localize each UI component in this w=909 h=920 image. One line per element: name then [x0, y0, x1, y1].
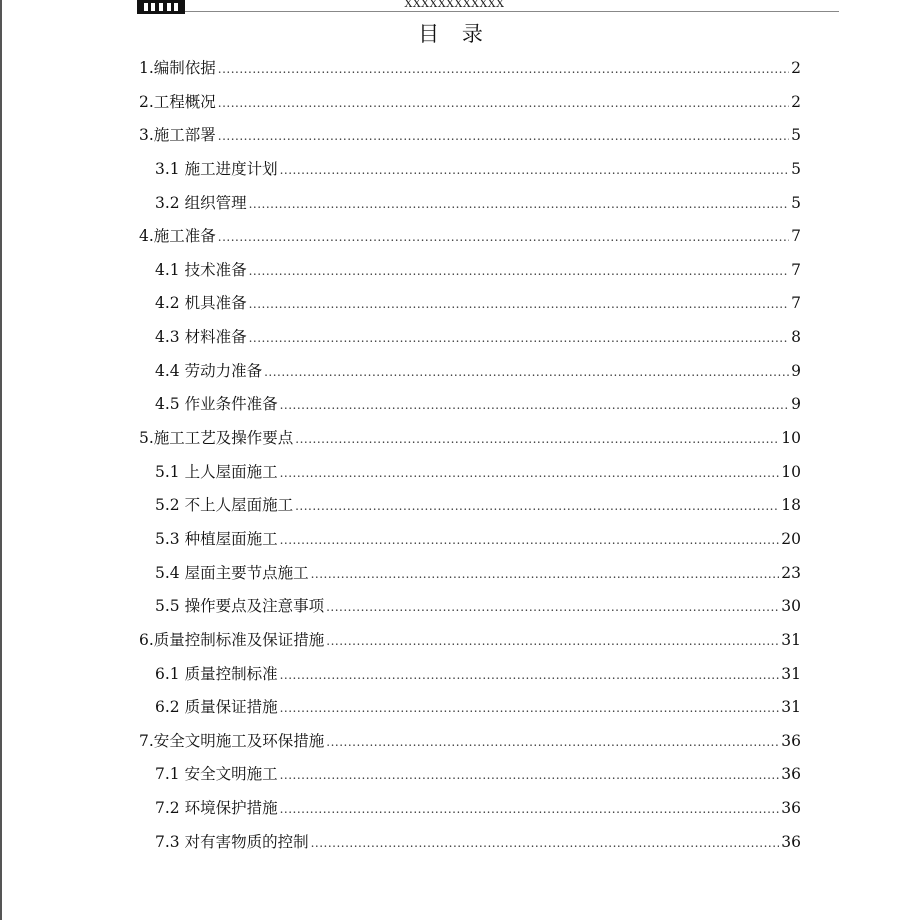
toc-leader-dots — [218, 53, 789, 87]
toc-entry-page-number: 5 — [791, 193, 801, 212]
toc-entry[interactable] — [139, 725, 801, 759]
toc-entry-label: 5.4 屋面主要节点施工 — [155, 563, 309, 582]
toc-entry-page-number: 10 — [781, 462, 801, 481]
toc-entry[interactable] — [139, 86, 801, 120]
toc-entry[interactable] — [139, 691, 801, 725]
toc-entry-page-number: 36 — [781, 799, 801, 818]
toc-entry[interactable] — [139, 388, 801, 422]
toc-entry[interactable] — [139, 489, 801, 523]
header-divider — [185, 11, 839, 12]
toc-entry-page-number: 2 — [791, 92, 801, 111]
toc-entry[interactable] — [139, 758, 801, 792]
toc-entry[interactable] — [139, 826, 801, 860]
toc-entry-label: 5.施工工艺及操作要点 — [139, 429, 294, 448]
toc-entry-label: 5.3 种植屋面施工 — [155, 529, 278, 548]
toc-entry-label: 4.2 机具准备 — [155, 294, 247, 313]
toc-entry-page-number: 2 — [791, 59, 801, 77]
toc-entry[interactable] — [139, 792, 801, 826]
toc-entry-page-number: 10 — [781, 429, 801, 448]
toc-entry-page-number: 5 — [791, 159, 801, 178]
page-left-border — [0, 0, 2, 920]
toc-leader-dots — [280, 692, 780, 726]
toc-entry-label: 3.1 施工进度计划 — [155, 159, 278, 178]
running-header: XXXXXXXXXXXX — [404, 0, 505, 10]
toc-entry[interactable] — [139, 355, 801, 389]
toc-leader-dots — [280, 524, 780, 558]
toc-entry-page-number: 8 — [791, 328, 801, 347]
toc-leader-dots — [280, 457, 780, 491]
toc-leader-dots — [295, 490, 779, 524]
toc-leader-dots — [264, 356, 789, 390]
toc-leader-dots — [311, 558, 780, 592]
toc-entry-page-number: 36 — [781, 731, 801, 750]
toc-leader-dots — [218, 87, 789, 121]
table-of-contents — [139, 52, 801, 859]
toc-leader-dots — [249, 288, 790, 322]
toc-leader-dots — [249, 322, 790, 356]
toc-entry[interactable] — [139, 321, 801, 355]
toc-entry-label: 2.工程概况 — [139, 92, 216, 111]
toc-leader-dots — [218, 120, 789, 154]
toc-entry[interactable] — [139, 287, 801, 321]
toc-entry-label: 3.2 组织管理 — [155, 193, 247, 212]
toc-entry-label: 7.2 环境保护措施 — [155, 799, 278, 818]
toc-entry-label: 4.施工准备 — [139, 227, 216, 246]
toc-entry-page-number: 7 — [791, 260, 801, 279]
toc-entry-label: 4.1 技术准备 — [155, 260, 247, 279]
toc-entry-label: 4.4 劳动力准备 — [155, 361, 263, 380]
toc-entry[interactable] — [139, 119, 801, 153]
toc-entry[interactable] — [139, 624, 801, 658]
toc-entry-label: 1.编制依据 — [139, 59, 216, 77]
toc-entry[interactable] — [139, 590, 801, 624]
toc-entry-label: 7.3 对有害物质的控制 — [155, 832, 309, 851]
toc-leader-dots — [218, 221, 789, 255]
toc-entry-label: 7.安全文明施工及环保措施 — [139, 731, 325, 750]
toc-entry[interactable] — [139, 187, 801, 221]
toc-entry-page-number: 31 — [781, 664, 801, 683]
toc-entry-page-number: 9 — [791, 395, 801, 414]
toc-entry-label: 6.质量控制标准及保证措施 — [139, 630, 325, 649]
toc-entry-page-number: 7 — [791, 294, 801, 313]
toc-entry-label: 5.5 操作要点及注意事项 — [155, 597, 325, 616]
toc-leader-dots — [280, 154, 790, 188]
toc-leader-dots — [280, 759, 780, 793]
toc-entry[interactable] — [139, 658, 801, 692]
toc-leader-dots — [311, 827, 780, 861]
toc-leader-dots — [280, 793, 780, 827]
toc-entry-page-number: 23 — [781, 563, 801, 582]
toc-entry-page-number: 31 — [781, 630, 801, 649]
toc-leader-dots — [326, 591, 779, 625]
toc-entry-label: 5.1 上人屋面施工 — [155, 462, 278, 481]
toc-entry-label: 4.3 材料准备 — [155, 328, 247, 347]
toc-leader-dots — [249, 188, 790, 222]
toc-entry-page-number: 31 — [781, 698, 801, 717]
toc-entry[interactable] — [139, 523, 801, 557]
toc-entry[interactable] — [139, 254, 801, 288]
toc-entry[interactable] — [139, 422, 801, 456]
toc-entry-page-number: 20 — [781, 529, 801, 548]
toc-entry-label: 5.2 不上人屋面施工 — [155, 496, 294, 515]
toc-leader-dots — [295, 423, 779, 457]
toc-entry-label: 6.1 质量控制标准 — [155, 664, 278, 683]
toc-leader-dots — [280, 389, 790, 423]
toc-entry[interactable] — [139, 456, 801, 490]
toc-leader-dots — [326, 625, 779, 659]
toc-leader-dots — [249, 255, 790, 289]
toc-entry-page-number: 9 — [791, 361, 801, 380]
toc-entry-label: 6.2 质量保证措施 — [155, 698, 278, 717]
toc-entry-label: 3.施工部署 — [139, 126, 216, 145]
toc-entry-label: 4.5 作业条件准备 — [155, 395, 278, 414]
toc-entry-page-number: 36 — [781, 832, 801, 851]
toc-entry-page-number: 5 — [791, 126, 801, 145]
toc-entry[interactable] — [139, 52, 801, 86]
page-title: 目 录 — [418, 22, 491, 46]
toc-entry-page-number: 36 — [781, 765, 801, 784]
toc-entry-page-number: 30 — [781, 597, 801, 616]
toc-entry-page-number: 7 — [791, 227, 801, 246]
toc-entry[interactable] — [139, 557, 801, 591]
toc-entry[interactable] — [139, 220, 801, 254]
toc-leader-dots — [326, 726, 779, 760]
toc-leader-dots — [280, 659, 780, 693]
toc-entry-page-number: 18 — [781, 496, 801, 515]
toc-entry-label: 7.1 安全文明施工 — [155, 765, 278, 784]
toc-entry[interactable] — [139, 153, 801, 187]
